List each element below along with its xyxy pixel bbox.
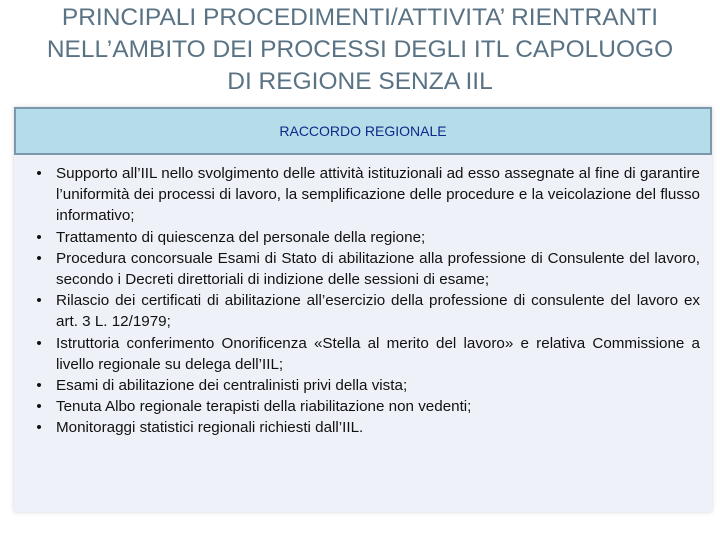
list-item-text: Supporto all’IIL nello svolgimento delle attività istituzionali ad esso assegnate al fine di garantire l’uniformità dei processi di lavoro, la semplificazione delle procedure e la veicolazione del flusso informativo; [56,165,700,225]
list-item [32,248,700,290]
list-item-text: Monitoraggi statistici regionali richiesti dall’IIL. [56,419,364,437]
list-item [32,375,700,396]
list-item-text: Trattamento di quiescenza del personale della regione; [56,228,426,246]
list-item [32,163,700,227]
list-item-text: Tenuta Albo regionale terapisti della riabilitazione non vedenti; [56,398,472,416]
slide-title [0,2,720,98]
list-item-text: Istruttoria conferimento Onorificenza «Stella al merito del lavoro» e relativa Commissione a livello regionale su delega dell’IIL; [56,334,700,373]
list-item [32,333,700,375]
bullet-icon: • [36,398,42,416]
section-header-label: RACCORDO REGIONALE [279,123,447,139]
bullet-icon: • [36,292,42,310]
bullet-icon: • [36,334,42,352]
list-item-text: Esami di abilitazione dei centralinisti privi della vista; [56,377,408,395]
list-item [32,417,700,438]
list-item [32,290,700,332]
bullet-icon: • [36,165,42,182]
title-line-3: DI REGIONE SENZA IIL [227,68,493,95]
activities-list [32,163,700,439]
bullet-icon: • [36,228,42,246]
title-line-1: PRINCIPALI PROCEDIMENTI/ATTIVITA’ RIENTRANTI [61,4,659,31]
bullet-icon: • [36,249,42,267]
list-item-text: Procedura concorsuale Esami di Stato di abilitazione alla professione di Consulente del lavoro, secondo i Decreti direttoriali di indizione delle sessioni di esame; [56,249,700,289]
bullet-icon: • [36,419,42,437]
list-item-text: Rilascio dei certificati di abilitazione all’esercizio della professione di consulente del lavoro ex art. 3 L. 12/1979; [56,292,700,331]
bullet-icon: • [36,377,42,395]
section-header-box [14,107,712,155]
title-line-2: NELL’AMBITO DEI PROCESSI DEGLI ITL CAPOLUOGO [46,36,674,63]
content-panel [14,107,712,512]
list-item [32,396,700,417]
list-item [32,227,700,248]
